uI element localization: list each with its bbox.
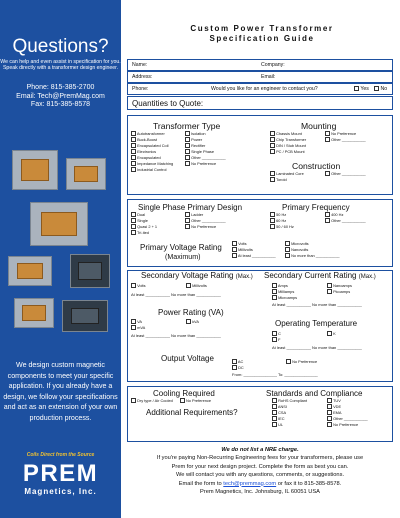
cons-col2[interactable] — [325, 171, 366, 177]
ov-col1[interactable] — [232, 359, 244, 371]
checkbox-option[interactable] — [327, 422, 368, 428]
company-label: Company: — [261, 62, 285, 68]
additional-req-heading: Additional Requirements? — [146, 408, 238, 417]
email-link[interactable]: tech@premmag.com — [223, 480, 277, 487]
pf-col1[interactable] — [270, 212, 294, 230]
option-label: Electronics — [136, 149, 157, 154]
option-label: Other ___________ — [330, 137, 366, 142]
option-label: VA — [136, 319, 142, 324]
tt-col2[interactable] — [185, 131, 226, 167]
checkbox[interactable] — [180, 398, 185, 403]
footer-line4-fax: or fax it to 815-385-8578. — [276, 480, 342, 487]
tt-col1[interactable] — [131, 131, 173, 173]
pr-range[interactable]: At least ___________ No more than ___________ — [131, 333, 221, 338]
option-label: VDE — [332, 404, 342, 409]
pr-col1[interactable] — [131, 319, 145, 331]
option-label: C — [277, 331, 281, 336]
fax-number: Fax: 815-385-8578 — [30, 101, 91, 109]
option-label: Encapsulated Coil — [136, 143, 169, 148]
footer-line4 — [127, 480, 393, 488]
checkbox-option[interactable] — [131, 167, 173, 173]
engineer-question: Would you like for an engineer to contact you? — [211, 86, 318, 92]
option-label: No Preference — [190, 224, 217, 229]
cooling-heading: Cooling Required — [153, 389, 215, 398]
quantity-row[interactable] — [127, 96, 393, 110]
option-label: Other ___________ — [190, 155, 226, 160]
prem-logo: PREM — [22, 460, 99, 487]
spd-col2[interactable] — [185, 212, 226, 230]
no-checkbox[interactable] — [374, 86, 379, 91]
sidebar-intro: We can help and even assist in specification for you. Speak directly with a transformer design engineer. — [0, 59, 121, 72]
op-temp-heading: Operating Temperature — [275, 319, 358, 328]
footer-line5: Prem Magnetics, Inc. Johnsburg, IL 60051 USA — [200, 489, 320, 496]
transformer-type-heading: Transformer Type — [153, 121, 221, 131]
checkbox-option[interactable] — [327, 331, 336, 337]
option-label: Millivolts — [191, 283, 207, 288]
option-label: DC — [237, 365, 244, 370]
ov-from-to[interactable]: From: _______________ To: _______________ — [232, 372, 318, 377]
ot-range[interactable]: At least ___________ No more than ___________ — [272, 345, 362, 350]
option-label: Rectifier — [190, 143, 206, 148]
svr-max: (Max.) — [235, 274, 253, 280]
power-rating-heading: Power Rating (VA) — [158, 308, 224, 317]
option-label: Other ___________ — [330, 171, 366, 176]
option-label: PC / PCB Mount — [275, 149, 305, 154]
transformer-image — [8, 256, 52, 286]
option-label: Amps — [277, 283, 288, 288]
scr-heading — [264, 271, 376, 280]
scr-max: (Max.) — [358, 274, 376, 280]
option-label: No Preference — [332, 422, 359, 427]
option-label: Laminated Core — [275, 171, 304, 176]
checkbox-option[interactable] — [272, 295, 297, 301]
option-label: Other ___________ — [332, 416, 368, 421]
option-label: mVA — [136, 325, 146, 330]
mounting-heading: Mounting — [301, 121, 337, 131]
email-address[interactable]: Email: Tech@PremMag.com — [16, 92, 105, 100]
option-label: Power — [190, 137, 203, 142]
sidebar-description: We design custom magnetic components to meet your specific application. If you already have a design, we follow your specifications and act as an extension of your own production process. — [3, 361, 118, 422]
option-label: Buck-Boost — [136, 137, 157, 142]
option-label: UL — [277, 422, 284, 427]
option-label: Volts — [136, 283, 146, 288]
checkbox-option[interactable] — [325, 218, 366, 224]
option-label: 400 Hz — [330, 212, 344, 217]
scr-col2[interactable] — [327, 283, 352, 295]
pf-col2[interactable] — [325, 212, 366, 224]
option-label: Microamps — [277, 295, 298, 300]
checkbox-option[interactable] — [285, 253, 340, 259]
pvr-heading: Primary Voltage Rating — [140, 243, 222, 252]
address-email-row[interactable] — [127, 71, 393, 83]
construction-heading: Construction — [292, 161, 341, 171]
option-label: Ladder — [190, 212, 204, 217]
svr-heading — [141, 271, 253, 280]
no-option[interactable] — [374, 86, 387, 92]
scr-col1[interactable] — [272, 283, 297, 301]
footer — [127, 446, 393, 496]
option-label: Single — [136, 218, 148, 223]
name-label: Name: — [132, 62, 148, 68]
option-label: Dual — [136, 212, 146, 217]
option-label: Isolation — [190, 131, 206, 136]
pvr-col2[interactable] — [285, 241, 340, 259]
checkbox-option[interactable] — [286, 359, 317, 365]
transformer-image — [12, 150, 58, 190]
option-label: Chip Transformer — [275, 137, 307, 142]
quantity-label: Quantities to Quote: — [132, 99, 204, 108]
transformer-image — [14, 298, 54, 328]
option-label: Quasi 2 + 1 — [136, 224, 158, 229]
mount-col1[interactable] — [270, 131, 306, 155]
option-label: EMA — [332, 410, 342, 415]
option-label: 50 / 60 Hz — [275, 224, 294, 229]
spd-heading: Single Phase Primary Design — [138, 203, 243, 212]
option-label: Chassis Mount — [275, 131, 302, 136]
option-label: Microvolts — [290, 241, 309, 246]
option-label: Other ___________ — [190, 218, 226, 223]
name-company-row[interactable] — [127, 59, 393, 71]
ov-col2[interactable] — [286, 359, 317, 365]
option-dry-type[interactable] — [131, 398, 173, 403]
scr-title: Secondary Current Rating — [264, 271, 357, 280]
option-label: DIN / Stub Mount — [275, 143, 306, 148]
transformer-image — [70, 254, 110, 288]
sc-col2[interactable] — [327, 398, 368, 428]
checkbox-option[interactable] — [232, 365, 244, 371]
page-title: Custom Power Transformer — [190, 24, 334, 33]
nre-note: We do not list a NRE charge. — [221, 447, 299, 453]
svr-range[interactable]: At least ___________ No more than ___________ — [131, 292, 221, 297]
option-label: Tri-tied — [136, 230, 149, 235]
option-label: Industrial Control — [136, 167, 167, 172]
standards-heading: Standards and Compliance — [266, 389, 363, 398]
option-label: Milliamps — [277, 289, 295, 294]
option-label: 50 Hz — [275, 212, 287, 217]
option-label: Autotransformer — [136, 131, 165, 136]
option-label: Other ___________ — [330, 218, 366, 223]
option-label: TUV — [332, 398, 341, 403]
yes-label: Yes — [360, 86, 369, 92]
output-voltage-heading: Output Voltage — [161, 354, 214, 363]
yes-option[interactable] — [354, 86, 369, 92]
option-label: CSA — [277, 410, 287, 415]
svr-col2[interactable] — [186, 283, 207, 289]
pvr-col1[interactable] — [232, 241, 276, 259]
no-label: No — [380, 86, 388, 92]
option-label: Picoamps — [332, 289, 351, 294]
option-label: At least ___________ — [237, 253, 276, 258]
checkbox-option[interactable] — [270, 224, 294, 230]
checkbox-option[interactable] — [325, 171, 366, 177]
cons-col1[interactable] — [270, 171, 304, 183]
pvr-subheading: (Maximum) — [165, 253, 201, 261]
spd-col1[interactable] — [131, 212, 157, 236]
option-label: Nanoamps — [332, 283, 352, 288]
yes-checkbox[interactable] — [354, 86, 359, 91]
footer-line3: We will contact you with any questions, comments, or suggestions. — [175, 472, 345, 479]
contact-info — [0, 84, 121, 110]
option-label: No Preference — [291, 359, 318, 364]
footer-line1: If you're paying Non-Recurring Engineering fees for your transformers, please use — [156, 455, 364, 462]
option-label: F — [277, 337, 281, 342]
option-label: Dry type / Air Cooled — [137, 398, 173, 403]
ot-col1[interactable] — [272, 331, 281, 343]
sidebar-heading: Questions? — [12, 36, 109, 57]
option-label: IEC — [277, 416, 285, 421]
email-label: Email: — [261, 74, 276, 80]
transformer-image — [66, 158, 106, 190]
footer-line2: Prem for your next design project. Complete the form as best you can. — [171, 463, 349, 470]
checkbox-option[interactable] — [270, 149, 306, 155]
phone-label: Phone: — [132, 86, 149, 92]
tagline: Coils Direct from the Source — [26, 452, 95, 458]
sc-col1[interactable] — [272, 398, 307, 428]
ot-col2[interactable] — [327, 331, 336, 337]
option-label: RoHS Compliant — [277, 398, 308, 403]
footer-line4-text: Email the form to — [178, 480, 224, 487]
mount-col2[interactable] — [325, 131, 366, 143]
option-label: Toroid — [275, 177, 287, 182]
checkbox-option[interactable] — [272, 337, 281, 343]
checkbox-option[interactable] — [131, 230, 157, 236]
pf-heading: Primary Frequency — [282, 203, 350, 212]
address-label: Address: — [132, 74, 153, 80]
cooling-options[interactable] — [131, 398, 211, 403]
prem-logo-subtitle: Magnetics, Inc. — [24, 487, 97, 496]
option-no-preference[interactable] — [180, 398, 211, 403]
checkbox-option[interactable] — [272, 422, 307, 428]
option-label: Single Phase — [190, 149, 215, 154]
option-label: Volts — [237, 241, 247, 246]
checkbox-option[interactable] — [232, 253, 276, 259]
option-label: No more than ___________ — [290, 253, 340, 258]
transformer-image — [62, 300, 108, 332]
pr-col2[interactable] — [186, 319, 199, 325]
checkbox-option[interactable] — [131, 325, 145, 331]
option-label: Millivolts — [237, 247, 253, 252]
sidebar — [0, 0, 121, 518]
option-label: kVA — [191, 319, 199, 324]
checkbox-option[interactable] — [186, 283, 207, 289]
checkbox-option[interactable] — [131, 283, 146, 289]
checkbox-option[interactable] — [325, 137, 366, 143]
option-label: Impedance Matching — [136, 161, 174, 166]
scr-range[interactable]: At least ___________ No more than ___________ — [272, 302, 362, 307]
checkbox-option[interactable] — [186, 319, 199, 325]
checkbox[interactable] — [131, 398, 136, 403]
transformer-image — [30, 202, 88, 246]
option-label: K — [332, 331, 336, 336]
option-label: ANSI — [277, 404, 287, 409]
option-label: AC — [237, 359, 244, 364]
page-subtitle: Specification Guide — [209, 34, 315, 43]
option-label: No Preference — [330, 131, 357, 136]
option-label: No Preference — [185, 398, 212, 403]
phone-row[interactable] — [127, 83, 393, 95]
option-label: No Preference — [190, 161, 217, 166]
phone-number: Phone: 815-385-2700 — [26, 84, 95, 91]
checkbox-option[interactable] — [270, 177, 304, 183]
option-label: Nanovolts — [290, 247, 309, 252]
checkbox-option[interactable] — [327, 289, 352, 295]
svr-col1[interactable] — [131, 283, 146, 289]
checkbox-option[interactable] — [185, 224, 226, 230]
svr-title: Secondary Voltage Rating — [141, 271, 234, 280]
option-label: 60 Hz — [275, 218, 287, 223]
option-label: Encapsulated — [136, 155, 161, 160]
checkbox-option[interactable] — [185, 161, 226, 167]
